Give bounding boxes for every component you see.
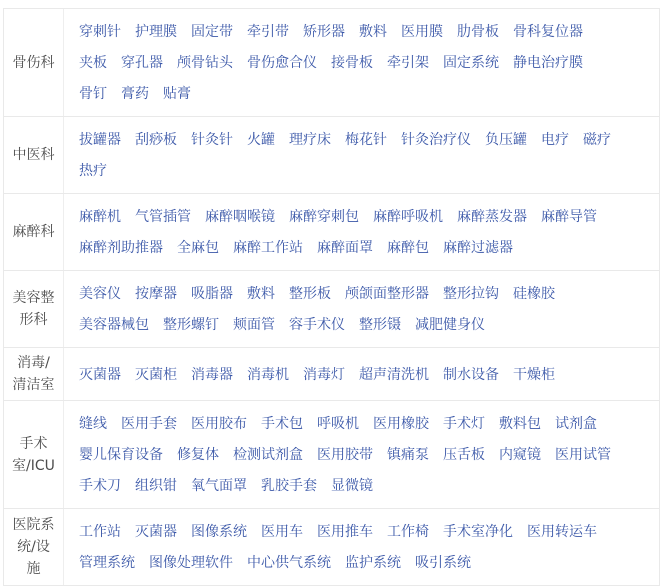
category-link[interactable]: 医用试管 [555,447,611,463]
category-link[interactable]: 内窥镜 [499,447,541,463]
category-link[interactable]: 接骨板 [331,55,373,71]
category-link[interactable]: 管理系统 [79,555,135,571]
category-link[interactable]: 制水设备 [443,366,499,383]
category-table [3,8,660,586]
category-link[interactable]: 麻醉工作站 [233,240,303,256]
category-link[interactable]: 医用转运车 [527,524,597,540]
category-name [4,9,64,116]
category-name [4,117,64,193]
category-link[interactable]: 骨科复位器 [513,24,583,40]
category-link[interactable]: 吸引系统 [415,555,471,571]
category-link[interactable]: 固定系统 [443,55,499,71]
link-line [79,47,651,78]
category-link[interactable]: 镇痛泵 [387,447,429,463]
category-link[interactable]: 麻醉咽喉镜 [205,209,275,225]
table-row [4,194,659,271]
category-links [64,9,659,116]
category-link[interactable]: 针灸治疗仪 [401,132,471,148]
category-link[interactable]: 手术室净化 [443,524,513,540]
category-link[interactable]: 热疗 [79,163,107,179]
category-link[interactable]: 刮痧板 [135,132,177,148]
category-link[interactable]: 婴儿保育设备 [79,447,163,463]
category-name-line: 手术 [19,435,48,452]
category-name-line: 消毒/ [17,355,50,371]
category-link[interactable]: 麻醉蒸发器 [457,209,527,225]
category-link[interactable]: 火罐 [247,132,275,148]
category-link[interactable]: 针灸针 [191,132,233,148]
category-link[interactable]: 按摩器 [135,286,177,302]
category-link[interactable]: 检测试剂盒 [233,447,303,463]
category-link[interactable]: 工作椅 [387,524,429,540]
category-link[interactable]: 全麻包 [177,240,219,256]
category-links [64,271,659,347]
category-links [64,509,659,585]
category-link[interactable]: 手术灯 [443,416,485,432]
link-line [79,439,651,470]
category-link[interactable]: 整形镊 [359,317,401,333]
category-links [64,348,659,400]
category-link[interactable]: 膏药 [121,86,149,102]
category-link[interactable]: 固定带 [191,24,233,40]
category-link[interactable]: 修复体 [177,447,219,463]
category-link[interactable]: 显微镜 [331,478,373,494]
category-link[interactable]: 麻醉包 [387,240,429,256]
category-link[interactable]: 磁疗 [583,132,611,148]
link-line [79,408,651,439]
category-link[interactable]: 图像系统 [191,524,247,540]
table-row [4,509,659,585]
category-link[interactable]: 硅橡胶 [513,286,555,302]
category-link[interactable]: 医用推车 [317,524,373,540]
link-line [79,201,651,232]
category-link[interactable]: 整形板 [289,286,331,302]
category-link[interactable]: 减肥健身仪 [415,317,485,333]
category-link[interactable]: 消毒机 [247,366,289,383]
category-link[interactable]: 工作站 [79,524,121,540]
category-link[interactable]: 手术包 [261,416,303,432]
table-row [4,117,659,194]
category-link[interactable]: 试剂盒 [555,416,597,432]
category-link[interactable]: 梅花针 [345,132,387,148]
link-line [79,78,651,109]
category-link[interactable]: 骨钉 [79,86,107,102]
link-line [79,470,651,501]
category-links [64,117,659,193]
category-link[interactable]: 医用胶布 [191,416,247,432]
category-link[interactable]: 灭菌柜 [135,366,177,383]
link-line [79,278,651,309]
category-link[interactable]: 麻醉导管 [541,209,597,225]
category-name-line: 施 [26,561,41,577]
category-link[interactable]: 麻醉机 [79,209,121,225]
category-name [4,348,64,400]
category-name [4,401,64,508]
category-link[interactable]: 乳胶手套 [261,478,317,494]
category-link[interactable]: 穿孔器 [121,55,163,71]
category-link[interactable]: 拔罐器 [79,132,121,148]
category-link[interactable]: 中心供气系统 [247,555,331,571]
table-row [4,401,659,509]
category-link[interactable]: 医用车 [261,524,303,540]
category-link[interactable]: 医用橡胶 [373,416,429,432]
category-name-line: 医院系 [12,517,55,533]
table-row [4,9,659,117]
category-link[interactable]: 静电治疗膜 [513,55,583,71]
category-link[interactable]: 医用手套 [121,416,177,432]
category-link[interactable]: 穿刺针 [79,24,121,40]
category-link[interactable]: 牵引架 [387,55,429,71]
category-name [4,271,64,347]
category-link[interactable]: 超声清洗机 [359,366,429,383]
category-name-line: 骨伤科 [12,54,55,71]
category-name [4,509,64,585]
category-link[interactable]: 颊面管 [233,317,275,333]
category-link[interactable]: 医用胶带 [317,447,373,463]
category-link[interactable]: 压舌板 [443,447,485,463]
category-link[interactable]: 牵引带 [247,24,289,40]
link-line [79,359,651,390]
category-link[interactable]: 呼吸机 [317,416,359,432]
category-name-line: 中医科 [12,147,55,163]
category-link[interactable]: 手术刀 [79,478,121,494]
category-link[interactable]: 整形螺钉 [163,317,219,333]
category-name-line: 麻醉科 [12,224,55,240]
category-link[interactable]: 氧气面罩 [191,478,247,494]
category-link[interactable]: 组织钳 [135,478,177,494]
category-name-line: 美容整 [12,290,55,306]
category-link[interactable]: 气管插管 [135,209,191,225]
link-line [79,516,651,547]
category-link[interactable]: 矫形器 [303,24,345,40]
category-link[interactable]: 监护系统 [345,555,401,571]
link-line [79,124,651,155]
category-link[interactable]: 电疗 [541,132,569,148]
category-name-line: 形科 [19,312,48,328]
category-links [64,194,659,270]
category-link[interactable]: 吸脂器 [191,286,233,302]
category-name-line: 统/设 [17,539,50,555]
category-name [4,194,64,270]
link-line [79,309,651,340]
category-link[interactable]: 干燥柜 [513,366,555,383]
table-row [4,271,659,348]
category-link[interactable]: 理疗床 [289,132,331,148]
category-link[interactable]: 敷料 [247,286,275,302]
category-link[interactable]: 肋骨板 [457,24,499,40]
category-link[interactable]: 颅骨钻头 [177,55,233,71]
category-link[interactable]: 麻醉过滤器 [443,240,513,256]
category-link[interactable]: 骨伤愈合仪 [247,55,317,71]
category-link[interactable]: 夹板 [79,55,107,71]
category-link[interactable]: 敷料包 [499,416,541,432]
category-link[interactable]: 容手术仪 [289,317,345,333]
category-link[interactable]: 麻醉面罩 [317,240,373,256]
category-link[interactable]: 贴膏 [163,86,191,102]
category-link[interactable]: 美容仪 [79,286,121,302]
link-line [79,16,651,47]
category-link[interactable]: 消毒器 [191,366,233,383]
category-link[interactable]: 麻醉穿刺包 [289,209,359,225]
category-link[interactable]: 医用膜 [401,24,443,40]
category-link[interactable]: 负压罐 [485,132,527,148]
category-link[interactable]: 护理膜 [135,24,177,40]
category-name-line: 清洁室 [12,377,55,393]
link-line [79,232,651,263]
category-links [64,401,659,508]
category-link[interactable]: 敷料 [359,24,387,40]
link-line [79,155,651,186]
category-link[interactable]: 灭菌器 [79,366,121,383]
category-link[interactable]: 灭菌器 [135,524,177,540]
category-link[interactable]: 颅颌面整形器 [345,286,429,302]
table-row [4,348,659,401]
category-link[interactable]: 缝线 [79,416,107,432]
category-link[interactable]: 整形拉钩 [443,286,499,302]
category-name-line: 室/ICU [12,457,55,474]
category-link[interactable]: 麻醉呼吸机 [373,209,443,225]
category-link[interactable]: 美容器械包 [79,317,149,333]
category-link[interactable]: 麻醉剂助推器 [79,240,163,256]
category-link[interactable]: 消毒灯 [303,366,345,383]
category-link[interactable]: 图像处理软件 [149,555,233,571]
